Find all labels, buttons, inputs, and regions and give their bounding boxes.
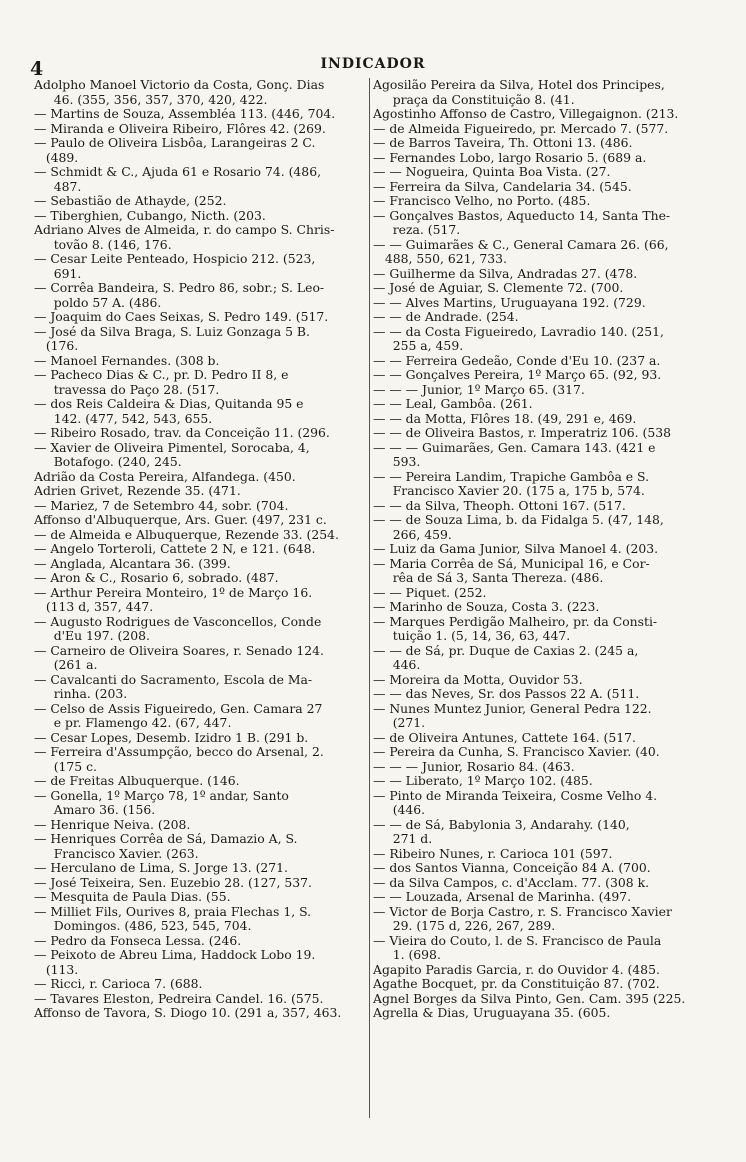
directory-entry-line: — José da Silva Braga, S. Luiz Gonzaga 5 B.	[34, 323, 310, 339]
directory-entry-line: — — da Motta, Flôres 18. (49, 291 e, 469.	[373, 410, 637, 426]
directory-entry-line: — Vieira do Couto, l. de S. Francisco de Paula	[373, 932, 662, 948]
page-number: 4	[30, 58, 44, 80]
directory-entry-line: — Ferreira da Silva, Candelaria 34. (545.	[373, 178, 632, 194]
directory-entry-line: — Luiz da Gama Junior, Silva Manoel 4. (203.	[373, 541, 659, 556]
directory-entry-line: 593.	[373, 454, 421, 469]
directory-entry-line: 1. (698.	[373, 947, 441, 962]
directory-entry-line: — — Piquet. (252.	[373, 584, 487, 600]
directory-entry-line: — Herculano de Lima, S. Jorge 13. (271.	[34, 860, 288, 875]
directory-entry-line: Affonso de Tavora, S. Diogo 10. (291 a, 357, 463.	[34, 1005, 342, 1020]
directory-entry-line: — Mesquita de Paula Dias. (55.	[34, 889, 231, 904]
directory-entry-line: — — Nogueira, Quinta Boa Vista. (27.	[373, 164, 611, 179]
directory-entry-line: (176.	[34, 338, 79, 353]
directory-entry-line: — — Leal, Gambôa. (261.	[373, 396, 533, 411]
directory-entry-line: — Nunes Muntez Junior, General Pedra 122.	[373, 700, 652, 716]
directory-entry-line: d'Eu 197. (208.	[34, 628, 150, 643]
directory-entry-line: Francisco Xavier. (263.	[34, 845, 199, 861]
directory-entry-line: — Schmidt & C., Ajuda 61 e Rosario 74. (486,	[34, 164, 322, 179]
directory-entry-line: — — — Guimarães, Gen. Camara 143. (421 e	[373, 439, 656, 455]
directory-entry-line: — Pinto de Miranda Teixeira, Cosme Velho 4.	[373, 787, 658, 803]
directory-entry-line: rinha. (203.	[34, 686, 128, 701]
directory-entry-line: — Cavalcanti do Sacramento, Escola de Ma-	[34, 671, 313, 687]
directory-entry-line: — Sebastião de Athayde, (252.	[34, 193, 227, 208]
directory-entry-line: 142. (477, 542, 543, 655.	[34, 410, 213, 426]
directory-entry-line: — Angelo Torteroli, Cattete 2 N, e 121. (648.	[34, 541, 316, 556]
directory-entry-line: — Cesar Leite Penteado, Hospicio 212. (523,	[34, 251, 316, 266]
directory-entry-line: — Pedro da Fonseca Lessa. (246.	[34, 932, 242, 948]
directory-entry-line: 46. (355, 356, 357, 370, 420, 422.	[34, 91, 268, 107]
directory-entry-line: — Gonçalves Bastos, Aqueducto 14, Santa The-	[373, 207, 671, 223]
directory-entry-line: — Corrêa Bandeira, S. Pedro 86, sobr.; S. Leo-	[34, 280, 325, 295]
directory-entry-line: 266, 459.	[373, 526, 452, 542]
directory-entry-line: — Henrique Neiva. (208.	[34, 816, 191, 832]
directory-entry-line: — de Almeida Figueiredo, pr. Mercado 7. (577.	[373, 120, 669, 136]
directory-entry-line: — Pacheco Dias & C., pr. D. Pedro II 8, e	[34, 367, 289, 382]
directory-entry-line: — Tiberghien, Cubango, Nicth. (203.	[34, 207, 266, 223]
directory-entry-line: — Marinho de Souza, Costa 3. (223.	[373, 599, 600, 614]
directory-entry-line: — Maria Corrêa de Sá, Municipal 16, e Cor-	[373, 555, 650, 571]
directory-entry-line: (113.	[34, 961, 79, 977]
directory-entry-line: — — — Junior, 1º Março 65. (317.	[373, 381, 585, 397]
directory-entry-line: reza. (517.	[373, 222, 461, 237]
directory-entry-line: 488, 550, 621, 733.	[373, 251, 507, 266]
directory-entry-line: (446.	[373, 802, 426, 817]
directory-entry-line: — — Guimarães & C., General Camara 26. (66,	[373, 236, 669, 252]
directory-entry-line: — Paulo de Oliveira Lisbôa, Larangeiras 2 C.	[34, 135, 316, 150]
directory-entry-line: — Ribeiro Rosado, trav. da Conceição 11. (296.	[34, 425, 330, 440]
directory-entry-line: — — Louzada, Arsenal de Marinha. (497.	[373, 889, 632, 904]
directory-entry-line: — Arthur Pereira Monteiro, 1º de Março 16.	[34, 584, 313, 600]
directory-entry-line: — dos Reis Caldeira & Dias, Quitanda 95 e	[34, 396, 304, 411]
directory-entry-line: — — da Silva, Theoph. Ottoni 167. (517.	[373, 497, 626, 513]
page-header: INDICADOR	[320, 56, 426, 72]
directory-entry-line: Agosilão Pereira da Silva, Hotel dos Principes,	[373, 78, 665, 92]
directory-entry-line: — da Silva Campos, c. d'Acclam. 77. (308 k.	[373, 874, 650, 890]
directory-entry-line: Agrella & Dias, Uruguayana 35. (605.	[373, 1005, 611, 1020]
directory-entry-line: — Mariez, 7 de Setembro 44, sobr. (704.	[34, 497, 289, 513]
directory-entry-line: — — das Neves, Sr. dos Passos 22 A. (511.	[373, 686, 640, 701]
directory-entry-line: — Guilherme da Silva, Andradas 27. (478.	[373, 265, 638, 281]
directory-entry-line: — Ricci, r. Carioca 7. (688.	[34, 976, 203, 991]
directory-entry-line: e pr. Flamengo 42. (67, 447.	[34, 715, 232, 730]
directory-entry-line: 691.	[34, 265, 82, 281]
directory-entry-line: Agapito Paradis Garcia, r. do Ouvidor 4. (485.	[373, 961, 660, 977]
directory-entry-line: — de Almeida e Albuquerque, Rezende 33. (254.	[34, 526, 339, 542]
directory-entry-line: — Aron & C., Rosario 6, sobrado. (487.	[34, 570, 279, 585]
directory-entry-line: Domingos. (486, 523, 545, 704.	[34, 918, 252, 933]
directory-entry-line: — — de Andrade. (254.	[373, 309, 519, 324]
directory-entry-line: — Tavares Eleston, Pedreira Candel. 16. (575.	[34, 990, 324, 1006]
directory-entry-line: — José Teixeira, Sen. Euzebio 28. (127, 537.	[34, 874, 312, 890]
directory-entry-line: — Pereira da Cunha, S. Francisco Xavier. (40.	[373, 744, 660, 759]
directory-entry-line: — Fernandes Lobo, largo Rosario 5. (689 a.	[373, 149, 647, 165]
directory-entry-line: — dos Santos Vianna, Conceição 84 A. (700.	[373, 860, 651, 875]
directory-entry-line: — Augusto Rodrigues de Vasconcellos, Conde	[34, 613, 322, 629]
directory-entry-line: — José de Aguiar, S. Clemente 72. (700.	[373, 280, 624, 295]
directory-entry-line: — Cesar Lopes, Desemb. Izidro 1 B. (291 b.	[34, 729, 309, 745]
directory-entry-line: poldo 57 A. (486.	[34, 294, 162, 310]
directory-entry-line: — — Gonçalves Pereira, 1º Março 65. (92, 93.	[373, 367, 662, 382]
directory-entry-line: — de Barros Taveira, Th. Ottoni 13. (486.	[373, 135, 633, 150]
directory-entry-line: travessa do Paço 28. (517.	[34, 381, 220, 397]
directory-entry-line: (261 a.	[34, 657, 98, 672]
directory-entry-line: — — de Sá, pr. Duque de Caxias 2. (245 a,	[373, 642, 639, 658]
directory-entry-line: — Francisco Velho, no Porto. (485.	[373, 193, 591, 208]
directory-entry-line: (489.	[34, 149, 79, 165]
directory-entry-line: — — Alves Martins, Uruguayana 192. (729.	[373, 294, 646, 310]
directory-entry-line: Adrien Grivet, Rezende 35. (471.	[34, 483, 241, 498]
directory-entry-line: — Peixoto de Abreu Lima, Haddock Lobo 19.	[34, 947, 316, 962]
directory-entry-line: Francisco Xavier 20. (175 a, 175 b, 574.	[373, 483, 645, 498]
directory-entry-line: Agnel Borges da Silva Pinto, Gen. Cam. 395 (225.	[373, 990, 686, 1006]
directory-entry-line: — Xavier de Oliveira Pimentel, Sorocaba, 4,	[34, 439, 310, 455]
directory-entry-line: 29. (175 d, 226, 267, 289.	[373, 918, 556, 933]
directory-entry-line: rêa de Sá 3, Santa Thereza. (486.	[373, 570, 604, 585]
directory-entry-line: Agathe Bocquet, pr. da Constituição 87. (702.	[373, 976, 660, 991]
directory-entry-line: — Ferreira d'Assumpção, becco do Arsenal, 2.	[34, 744, 324, 759]
directory-entry-line: — Miranda e Oliveira Ribeiro, Flôres 42. (269.	[34, 120, 326, 136]
directory-entry-line: — — de Sá, Babylonia 3, Andarahy. (140,	[373, 816, 630, 832]
directory-entry-line: tuição 1. (5, 14, 36, 63, 447.	[373, 628, 571, 643]
directory-entry-line: 271 d.	[373, 831, 433, 846]
directory-entry-line: — de Freitas Albuquerque. (146.	[34, 773, 240, 788]
directory-entry-line: — — de Souza Lima, b. da Fidalga 5. (47, 148,	[373, 512, 664, 527]
directory-entry-line: — Henriques Corrêa de Sá, Damazio A, S.	[34, 831, 298, 846]
directory-entry-line: tovão 8. (146, 176.	[34, 236, 172, 252]
directory-entry-line: Adriano Alves de Almeida, r. do campo S. Chris-	[34, 222, 335, 237]
directory-entry-line: — Gonella, 1º Março 78, 1º andar, Santo	[34, 787, 289, 803]
directory-entry-line: 487.	[34, 178, 82, 194]
directory-entry-line: — Martins de Souza, Assembléa 113. (446, 704.	[34, 106, 336, 121]
directory-entry-line: — Celso de Assis Figueiredo, Gen. Camara 27	[34, 700, 323, 716]
directory-entry-line: — — Ferreira Gedeão, Conde d'Eu 10. (237 a.	[373, 352, 661, 368]
directory-entry-line: — — Liberato, 1º Março 102. (485.	[373, 773, 593, 788]
directory-entry-line: (113 d, 357, 447.	[34, 599, 154, 614]
directory-entry-line: — Victor de Borja Castro, r. S. Francisco Xavier	[373, 903, 672, 919]
directory-entry-line: — Anglada, Alcantara 36. (399.	[34, 555, 231, 571]
directory-entry-line: 446.	[373, 657, 421, 672]
directory-entry-line: (271.	[373, 715, 426, 730]
directory-entry-line: Agostinho Affonso de Castro, Villegaignon. (213.	[373, 106, 679, 121]
left-column	[34, 78, 364, 1021]
directory-entry-line: — Marques Perdigão Malheiro, pr. da Consti-	[373, 613, 658, 629]
directory-entry-line: — — de Oliveira Bastos, r. Imperatriz 106. (538	[373, 425, 672, 440]
right-column	[369, 78, 703, 1118]
directory-entry-line: Adolpho Manoel Victorio da Costa, Gonç. Dias	[34, 78, 325, 92]
directory-entry-line: — Ribeiro Nunes, r. Carioca 101 (597.	[373, 845, 613, 861]
directory-entry-line: (175 c.	[34, 758, 97, 774]
directory-entry-line: — — — Junior, Rosario 84. (463.	[373, 758, 575, 774]
directory-entry-line: praça da Constituição 8. (41.	[373, 91, 575, 107]
directory-entry-line: Amaro 36. (156.	[34, 802, 156, 817]
directory-entry-line: — Milliet Fils, Ourives 8, praia Flechas 1, S.	[34, 903, 312, 919]
directory-entry-line: — Joaquim do Caes Seixas, S. Pedro 149. (517.	[34, 309, 329, 324]
directory-entry-line: 255 a, 459.	[373, 338, 464, 353]
directory-entry-line: — de Oliveira Antunes, Cattete 164. (517.	[373, 729, 636, 745]
directory-entry-line: Adrião da Costa Pereira, Alfandega. (450.	[34, 468, 296, 484]
directory-entry-line: — — da Costa Figueiredo, Lavradio 140. (251,	[373, 323, 664, 339]
directory-entry-line: — — Pereira Landim, Trapiche Gambôa e S.	[373, 468, 650, 484]
directory-entry-line: — Manoel Fernandes. (308 b.	[34, 352, 220, 368]
directory-entry-line: — Moreira da Motta, Ouvidor 53.	[373, 671, 583, 687]
directory-entry-line: Botafogo. (240, 245.	[34, 454, 182, 469]
directory-entry-line: — Carneiro de Oliveira Soares, r. Senado 124.	[34, 642, 324, 658]
directory-entry-line: Affonso d'Albuquerque, Ars. Guer. (497, 231 c.	[34, 512, 327, 527]
